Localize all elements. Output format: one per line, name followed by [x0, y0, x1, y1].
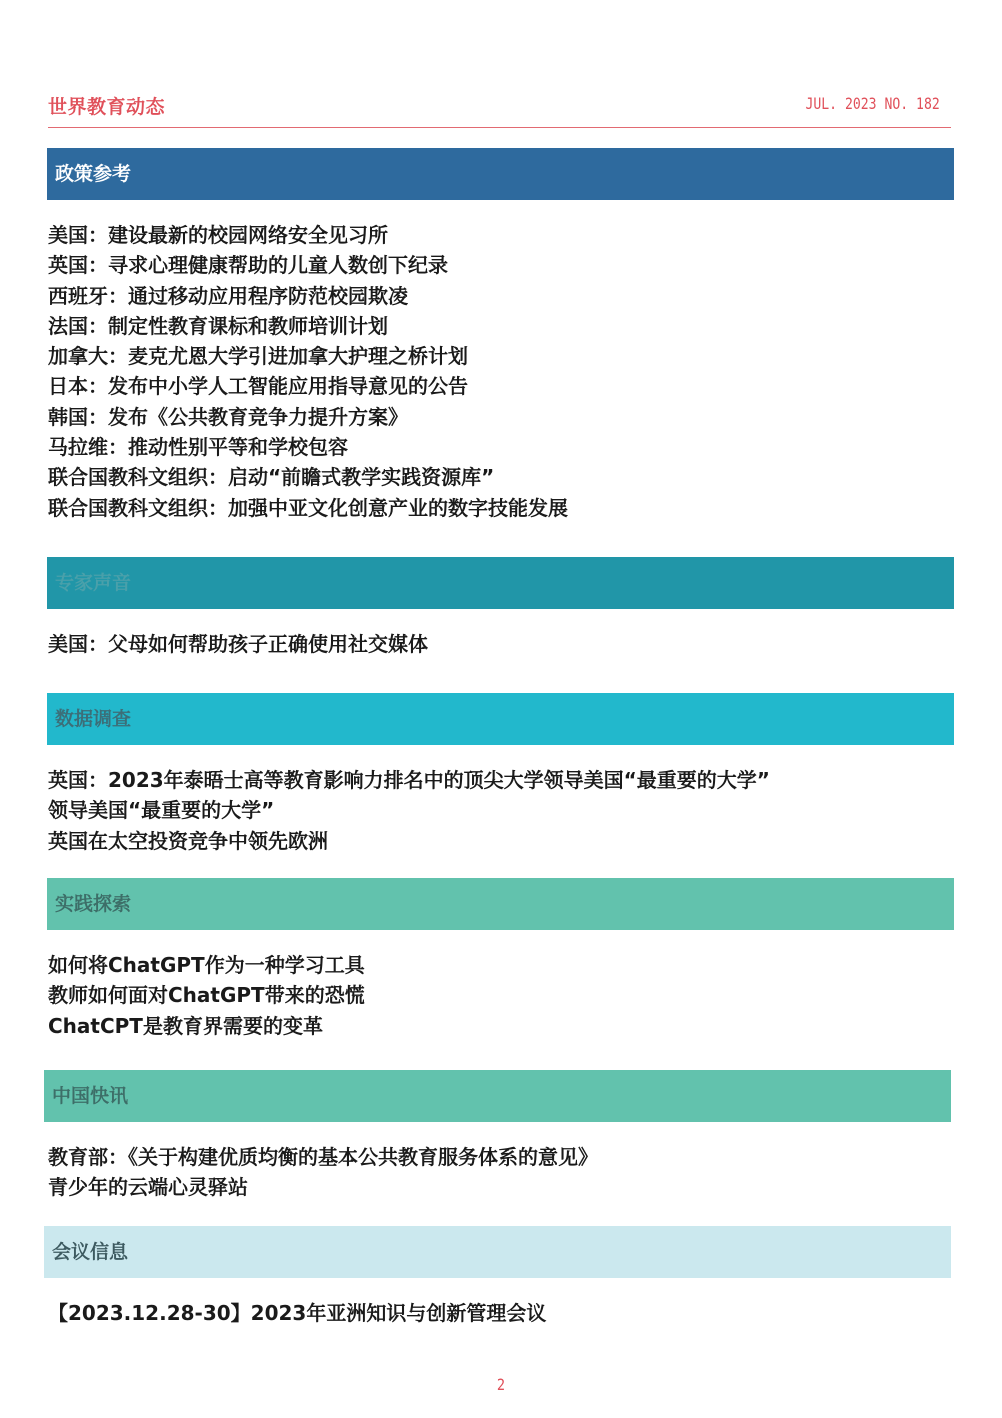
list-item[interactable]: 日本：发布中小学人工智能应用指导意见的公告 [48, 374, 468, 399]
section-bar-practice [47, 878, 954, 930]
section-title: 会议信息 [52, 1241, 129, 1263]
section-title: 数据调查 [55, 708, 132, 730]
list-item[interactable]: 如何将ChatGPT作为一种学习工具 [48, 953, 365, 977]
section-items-expert [48, 629, 428, 659]
page-header [48, 88, 940, 118]
section-items-practice [48, 950, 365, 1041]
list-item[interactable]: 美国：父母如何帮助孩子正确使用社交媒体 [48, 632, 428, 656]
section-items-policy [48, 220, 568, 523]
list-item[interactable]: 加拿大：麦克尤恩大学引进加拿大护理之桥计划 [48, 344, 468, 369]
list-item[interactable]: 教师如何面对ChatGPT带来的恐慌 [48, 983, 365, 1008]
section-title: 实践探索 [55, 893, 132, 915]
list-item[interactable]: 青少年的云端心灵驿站 [48, 1175, 248, 1200]
list-item[interactable]: 西班牙：通过移动应用程序防范校园欺凌 [48, 283, 408, 308]
issue-label: JUL. 2023 NO. 182 [805, 94, 940, 113]
section-items-china [48, 1142, 598, 1203]
list-item[interactable]: 英国在太空投资竞争中领先欧洲 [48, 828, 328, 853]
page-number: 2 [496, 1375, 506, 1394]
list-item[interactable]: 美国：建设最新的校园网络安全见习所 [48, 223, 388, 247]
section-title: 中国快讯 [52, 1085, 129, 1107]
list-item[interactable]: 法国：制定性教育课标和教师培训计划 [48, 313, 388, 338]
section-title: 专家声音 [55, 572, 132, 594]
list-item[interactable]: 英国：寻求心理健康帮助的儿童人数创下纪录 [48, 253, 448, 278]
list-item[interactable]: 韩国：发布《公共教育竞争力提升方案》 [48, 404, 408, 429]
section-bar-conference [44, 1226, 951, 1278]
section-title: 政策参考 [55, 163, 132, 185]
section-items-data [48, 765, 770, 856]
publication-title: 世界教育动态 [48, 96, 166, 118]
section-items-conference [48, 1298, 546, 1328]
list-item[interactable]: 领导美国“最重要的大学” [48, 798, 275, 823]
list-item[interactable]: 英国：2023年泰晤士高等教育影响力排名中的顶尖大学领导美国“最重要的大学” [48, 768, 770, 792]
list-item[interactable]: 教育部：《关于构建优质均衡的基本公共教育服务体系的意见》 [48, 1145, 598, 1169]
section-bar-data [47, 693, 954, 745]
list-item[interactable]: 马拉维：推动性别平等和学校包容 [48, 435, 348, 460]
section-bar-china [44, 1070, 951, 1122]
header-rule [48, 127, 951, 128]
section-bar-policy [47, 148, 954, 200]
section-bar-expert [47, 557, 954, 609]
list-item[interactable]: 联合国教科文组织：启动“前瞻式教学实践资源库” [48, 465, 495, 490]
list-item[interactable]: 【2023.12.28-30】2023年亚洲知识与创新管理会议 [48, 1301, 547, 1325]
list-item[interactable]: 联合国教科文组织：加强中亚文化创意产业的数字技能发展 [48, 495, 568, 520]
list-item[interactable]: ChatCPT是教育界需要的变革 [48, 1013, 323, 1038]
